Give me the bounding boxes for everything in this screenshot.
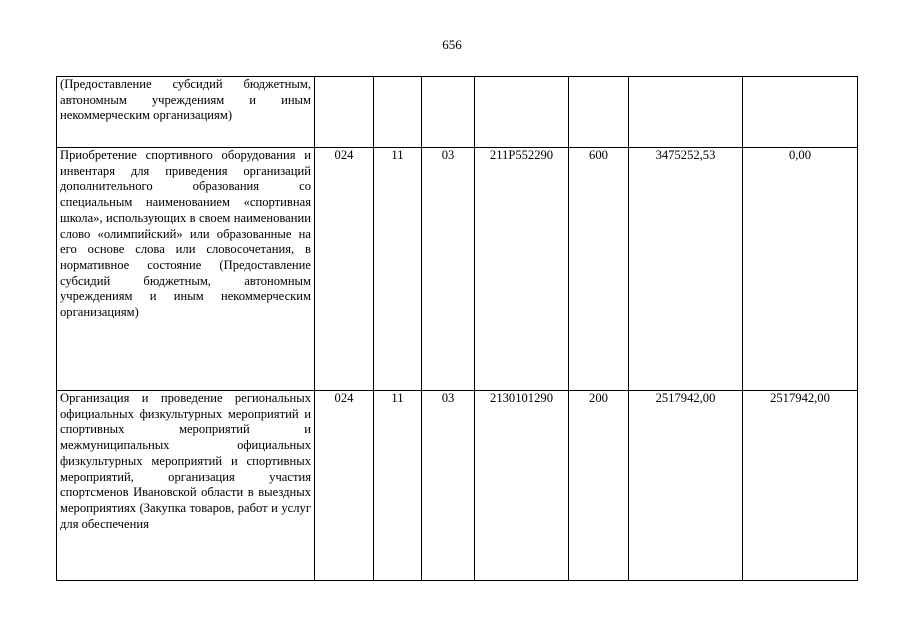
section-cell: 11 (374, 148, 422, 391)
sum-year1-cell: 2517942,00 (629, 391, 743, 581)
row-description: Приобретение спортивного оборудования и инвентаря для приведения организаций дополнительного образования со специальным наименованием «спортивная школа», использующих в своем наименовании слово «олимпийский» или образованные на его основе слова или словосочетания, в нормативное состояние (Предоставление субсидий бюджетным, автономным учреждениям и иным некоммерческим организациям) (57, 148, 315, 391)
target-article-cell: 2130101290 (475, 391, 569, 581)
sum-year2-cell: 2517942,00 (743, 391, 858, 581)
section-cell: 11 (374, 391, 422, 581)
admin-code-cell: 024 (315, 148, 374, 391)
row-description: Организация и проведение региональных официальных физкультурных мероприятий и спортивных мероприятий и межмуниципальных официальных физкультурных мероприятий и спортивных мероприятий, организация участия спортсменов Ивановской области в выездных мероприятиях (Закупка товаров, работ и услуг для обеспечения (57, 391, 315, 581)
admin-code-cell (315, 77, 374, 148)
sum-year1-cell (629, 77, 743, 148)
sum-year2-cell (743, 77, 858, 148)
table-row (57, 391, 858, 581)
target-article-cell: 211P552290 (475, 148, 569, 391)
admin-code-cell: 024 (315, 391, 374, 581)
sum-year1-cell: 3475252,53 (629, 148, 743, 391)
table-row (57, 148, 858, 391)
expense-type-cell (569, 77, 629, 148)
subsection-cell (422, 77, 475, 148)
budget-table (56, 76, 858, 581)
page-number: 656 (442, 37, 462, 52)
section-cell (374, 77, 422, 148)
table-row (57, 77, 858, 148)
expense-type-cell: 600 (569, 148, 629, 391)
target-article-cell (475, 77, 569, 148)
subsection-cell: 03 (422, 148, 475, 391)
expense-type-cell: 200 (569, 391, 629, 581)
row-description: (Предоставление субсидий бюджетным, автономным учреждениям и иным некоммерческим организациям) (57, 77, 315, 148)
sum-year2-cell: 0,00 (743, 148, 858, 391)
subsection-cell: 03 (422, 391, 475, 581)
